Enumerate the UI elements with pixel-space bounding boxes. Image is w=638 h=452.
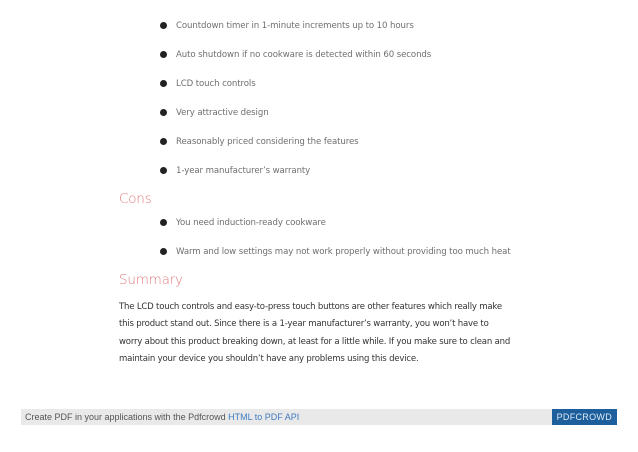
footer-caption: Create PDF in your applications with the Pdfcrowd (25, 412, 226, 422)
bullet-dot-icon (160, 219, 167, 226)
list-item (160, 17, 431, 46)
list-item-text: Auto shutdown if no cookware is detected within 60 seconds (176, 50, 432, 60)
summary-line: The LCD touch controls and easy-to-press touch buttons are other features which really make (119, 302, 502, 312)
cons-heading: Cons (119, 191, 152, 207)
summary-line: this product stand out. Since there is a 1-year manufacturer’s warranty, you won’t have to (119, 319, 489, 330)
summary-line: worry about this product breaking down, at least for a little while. If you make sure to clean and (119, 336, 511, 347)
bullet-dot-icon (160, 22, 167, 29)
bullet-dot-icon (160, 51, 167, 58)
pdfcrowd-brand-button[interactable]: PDFCROWD (552, 409, 617, 425)
list-item (160, 104, 431, 133)
list-item-text: Reasonably priced considering the features (176, 137, 359, 147)
summary-paragraph (119, 299, 524, 368)
list-item (160, 133, 431, 162)
list-item-text: Very attractive design (176, 108, 269, 118)
summary-heading: Summary (119, 272, 183, 288)
cons-list (160, 214, 511, 272)
bullet-dot-icon (160, 138, 167, 145)
list-item (160, 75, 431, 104)
bullet-dot-icon (160, 80, 167, 87)
bullet-dot-icon (160, 167, 167, 174)
list-item-text: Countdown timer in 1-minute increments up to 10 hours (176, 21, 414, 31)
list-item (160, 214, 511, 243)
list-item (160, 46, 431, 75)
list-item (160, 243, 511, 272)
list-item-text: Warm and low settings may not work properly without providing too much heat (176, 247, 511, 257)
list-item-text: 1-year manufacturer’s warranty (176, 166, 311, 176)
bullet-dot-icon (160, 109, 167, 116)
footer-text (25, 409, 299, 425)
list-item (160, 162, 431, 191)
bullet-dot-icon (160, 248, 167, 255)
list-item-text: You need induction-ready cookware (176, 218, 326, 228)
list-item-text: LCD touch controls (176, 79, 256, 89)
pros-list (160, 17, 431, 191)
pdf-footer-bar (21, 409, 617, 425)
summary-line: maintain your device you shouldn’t have any problems using this device. (119, 353, 419, 364)
html-to-pdf-api-link[interactable]: HTML to PDF API (228, 412, 300, 422)
